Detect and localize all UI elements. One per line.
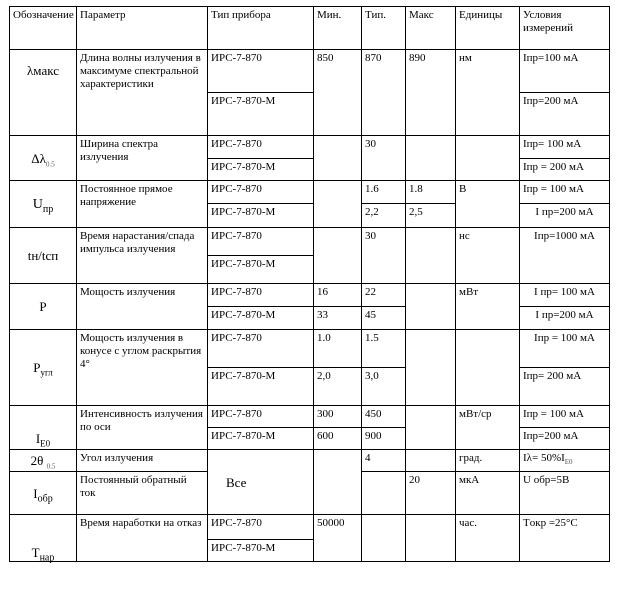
unit-cell: мВт/ср [456,406,520,450]
max-cell [406,406,456,450]
header-units: Единицы [456,7,520,50]
min-cell [314,450,362,515]
unit-cell [456,136,520,181]
max-cell [406,136,456,181]
min-cell: 33 [314,307,362,330]
param-rise-fall: Время нарастания/спада импульса излучения [77,228,208,284]
device-cell: ИРС-7-870-М [208,368,314,406]
table-row [10,228,610,256]
device-cell: ИРС-7-870 [208,515,314,540]
header-designation: Обозначение [10,7,77,50]
max-cell: 2,5 [406,204,456,228]
header-parameter: Параметр [77,7,208,50]
min-cell: 600 [314,428,362,450]
typ-cell [362,472,406,515]
condition-cell: U обр=5В [520,472,610,515]
typ-cell: 870 [362,50,406,136]
table-row [10,515,610,540]
symbol-reverse-current: $I_{обр}$ [10,472,77,515]
unit-cell: час. [456,515,520,562]
table-row [10,284,610,307]
unit-cell: град. [456,450,520,472]
spec-table [9,6,610,562]
max-cell: 1.8 [406,181,456,204]
min-cell: 850 [314,50,362,136]
param-cone-power: Мощость излучения в конусе с углом раскрытия 4° [77,330,208,406]
device-cell: ИРС-7-870 [208,330,314,368]
max-cell [406,515,456,562]
param-forward-voltage: Постоянное прямое напряжение [77,181,208,228]
typ-cell [362,515,406,562]
param-power: Мощость излучения [77,284,208,330]
unit-cell: мкА [456,472,520,515]
symbol-rise-fall: tн/tсп [10,228,77,284]
device-cell: ИРС-7-870-М [208,540,314,562]
device-cell: ИРС-7-870 [208,406,314,428]
min-cell: 16 [314,284,362,307]
typ-cell: 2,2 [362,204,406,228]
device-cell: ИРС-7-870-М [208,307,314,330]
min-cell [314,228,362,284]
header-min: Мин. [314,7,362,50]
device-cell: ИРС-7-870 [208,284,314,307]
condition-cell: Iпр = 100 мА [520,406,610,428]
symbol-power: P [10,284,77,330]
param-emission-angle: Угол излучения [77,450,208,472]
device-cell: ИРС-7-870-М [208,159,314,181]
device-cell: ИРС-7-870-М [208,428,314,450]
table-row [10,136,610,159]
header-max: Макс [406,7,456,50]
condition-cell: I пр= 100 мА [520,284,610,307]
condition-cell: Iпр = 100 мА [520,330,610,368]
typ-cell: 900 [362,428,406,450]
max-cell: 20 [406,472,456,515]
typ-cell: 3,0 [362,368,406,406]
min-cell: 300 [314,406,362,428]
table-row [10,50,610,93]
device-cell: ИРС-7-870 [208,50,314,93]
param-intensity: Интенсивность излучения по оси [77,406,208,450]
param-wavelength: Длина волны излучения в максимуме спектральной характеристики [77,50,208,136]
symbol-intensity: $I_{E0}$ [10,406,77,450]
unit-cell: В [456,181,520,228]
device-cell: ИРС-7-870-М [208,204,314,228]
condition-cell: Iпр=200 мА [520,428,610,450]
header-conditions: Условия измерений [520,7,610,50]
unit-cell [456,330,520,406]
device-cell: ИРС-7-870 [208,228,314,256]
condition-cell: Iпр=100 мА [520,50,610,93]
header-device-type: Тип прибора [208,7,314,50]
condition-cell: Iпр=1000 мА [520,228,610,284]
typ-cell: 450 [362,406,406,428]
typ-cell: 45 [362,307,406,330]
symbol-forward-voltage: $U_{пр}$ [10,181,77,228]
max-cell: 890 [406,50,456,136]
condition-cell: Iпр= 100 мА [520,136,610,159]
max-cell [406,330,456,406]
typ-cell: 22 [362,284,406,307]
param-spectrum-width: Ширина спектра излучения [77,136,208,181]
condition-cell: Iпр = 200 мА [520,159,610,181]
typ-cell: 1.5 [362,330,406,368]
typ-cell: 30 [362,136,406,181]
device-cell: ИРС-7-870 [208,136,314,159]
param-reverse-current: Постоянный обратный ток [77,472,208,515]
condition-cell: Iпр= 200 мА [520,368,610,406]
table-row [10,450,610,472]
device-cell: ИРС-7-870-М [208,256,314,284]
max-cell [406,450,456,472]
condition-cell: I пр=200 мА [520,204,610,228]
condition-cell: Tокр =25°C [520,515,610,562]
typ-cell: 1.6 [362,181,406,204]
table-row [10,181,610,204]
symbol-mttf: $T_{нар}$ [10,515,77,562]
typ-cell: 30 [362,228,406,284]
unit-cell: мВт [456,284,520,330]
unit-cell: нм [456,50,520,136]
unit-cell: нс [456,228,520,284]
condition-cell: I пр=200 мА [520,307,610,330]
device-cell: ИРС-7-870-М [208,93,314,136]
symbol-wavelength: λмакс [10,50,77,136]
min-cell: 50000 [314,515,362,562]
min-cell [314,181,362,228]
param-mttf: Время наработки на отказ [77,515,208,562]
min-cell: 2,0 [314,368,362,406]
symbol-cone-power: $P_{угл}$ [10,330,77,406]
header-row [10,7,610,50]
table-row [10,330,610,368]
condition-cell: $I\lambda= 50\%I_{E0}$ [520,450,610,472]
condition-cell: Iпр=200 мА [520,93,610,136]
max-cell [406,228,456,284]
min-cell: 1.0 [314,330,362,368]
max-cell [406,284,456,330]
header-typ: Тип. [362,7,406,50]
device-all-cell: Все [208,450,314,515]
symbol-spectrum-width: $\Delta\lambda_{0.5}$ [10,136,77,181]
typ-cell: 4 [362,450,406,472]
device-cell: ИРС-7-870 [208,181,314,204]
condition-cell: Iпр = 100 мА [520,181,610,204]
min-cell [314,136,362,181]
table-row [10,406,610,428]
symbol-emission-angle: 2θ $_{0.5}$ [10,450,77,472]
